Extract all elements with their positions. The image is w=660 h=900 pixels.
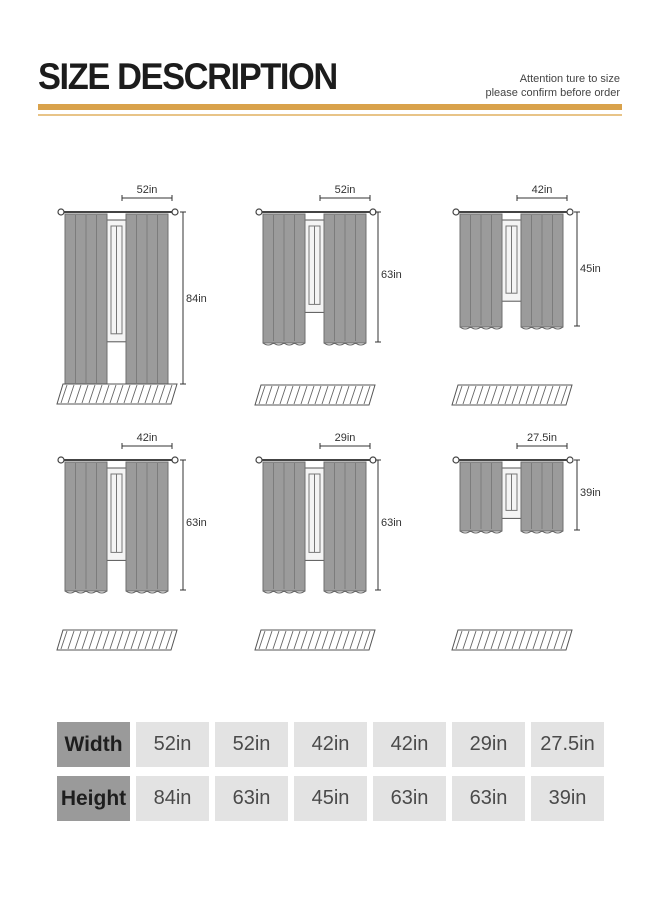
width-label: 29in: [334, 432, 356, 444]
curtain-panel-right: [126, 462, 168, 593]
floor-hatch: [255, 630, 375, 650]
curtain-panel-right: [521, 214, 563, 329]
curtain-panel-right: [521, 462, 563, 533]
curtain-panel-left: [65, 462, 107, 593]
height-cell: 84in: [136, 776, 209, 821]
width-cell: 52in: [215, 722, 288, 767]
width-cell: 42in: [373, 722, 446, 767]
curtain-diagram-5: [255, 432, 402, 650]
curtain-panel-left: [65, 214, 107, 387]
curtain-panel-left: [460, 462, 502, 533]
height-cell: 63in: [373, 776, 446, 821]
floor-hatch: [57, 630, 177, 650]
height-label: 39in: [580, 487, 601, 499]
height-label: 63in: [381, 517, 402, 529]
curtain-panel-left: [263, 214, 305, 345]
height-row: [57, 776, 604, 821]
height-label: 63in: [381, 269, 402, 281]
curtain-diagram-6: [452, 432, 601, 650]
height-label: 84in: [186, 293, 207, 305]
rod-finial-right: [567, 209, 573, 215]
height-cell: 63in: [452, 776, 525, 821]
curtain-diagram-1: [57, 184, 207, 404]
rod-finial-left: [256, 209, 262, 215]
rod-finial-right: [172, 457, 178, 463]
height-label: 45in: [580, 263, 601, 275]
rod-finial-left: [256, 457, 262, 463]
size-attention-note: Attention ture to size: [519, 73, 620, 85]
curtain-diagram-4: [57, 432, 207, 650]
width-label: 52in: [136, 184, 158, 196]
floor-hatch: [255, 385, 375, 405]
height-label: 63in: [186, 517, 207, 529]
floor-hatch: [452, 385, 572, 405]
height-cell: 45in: [294, 776, 367, 821]
curtain-panel-right: [126, 214, 168, 387]
curtain-panel-left: [263, 462, 305, 593]
width-label: 42in: [136, 432, 158, 444]
curtain-panel-right: [324, 462, 366, 593]
width-cell: 42in: [294, 722, 367, 767]
height-cell: 63in: [215, 776, 288, 821]
curtain-diagram-3: [452, 184, 601, 405]
width-cell: 29in: [452, 722, 525, 767]
curtain-diagram-2: [255, 184, 402, 405]
floor-hatch: [57, 384, 177, 404]
width-label: 42in: [531, 184, 553, 196]
width-cell: 52in: [136, 722, 209, 767]
page-title: SIZE DESCRIPTION: [38, 56, 337, 97]
width-row: [57, 722, 604, 767]
rod-finial-left: [58, 457, 64, 463]
rod-finial-left: [58, 209, 64, 215]
size-confirm-note: please confirm before order: [485, 87, 620, 99]
rod-finial-left: [453, 457, 459, 463]
width-label: 52in: [334, 184, 356, 196]
rod-finial-left: [453, 209, 459, 215]
height-row-header: Height: [57, 776, 130, 821]
floor-hatch: [452, 630, 572, 650]
width-cell: 27.5in: [531, 722, 604, 767]
width-label: 27.5in: [527, 432, 557, 444]
curtain-panel-right: [324, 214, 366, 345]
curtain-panel-left: [460, 214, 502, 329]
rod-finial-right: [172, 209, 178, 215]
size-table: [51, 713, 610, 830]
height-cell: 39in: [531, 776, 604, 821]
rod-finial-right: [567, 457, 573, 463]
width-row-header: Width: [57, 722, 130, 767]
